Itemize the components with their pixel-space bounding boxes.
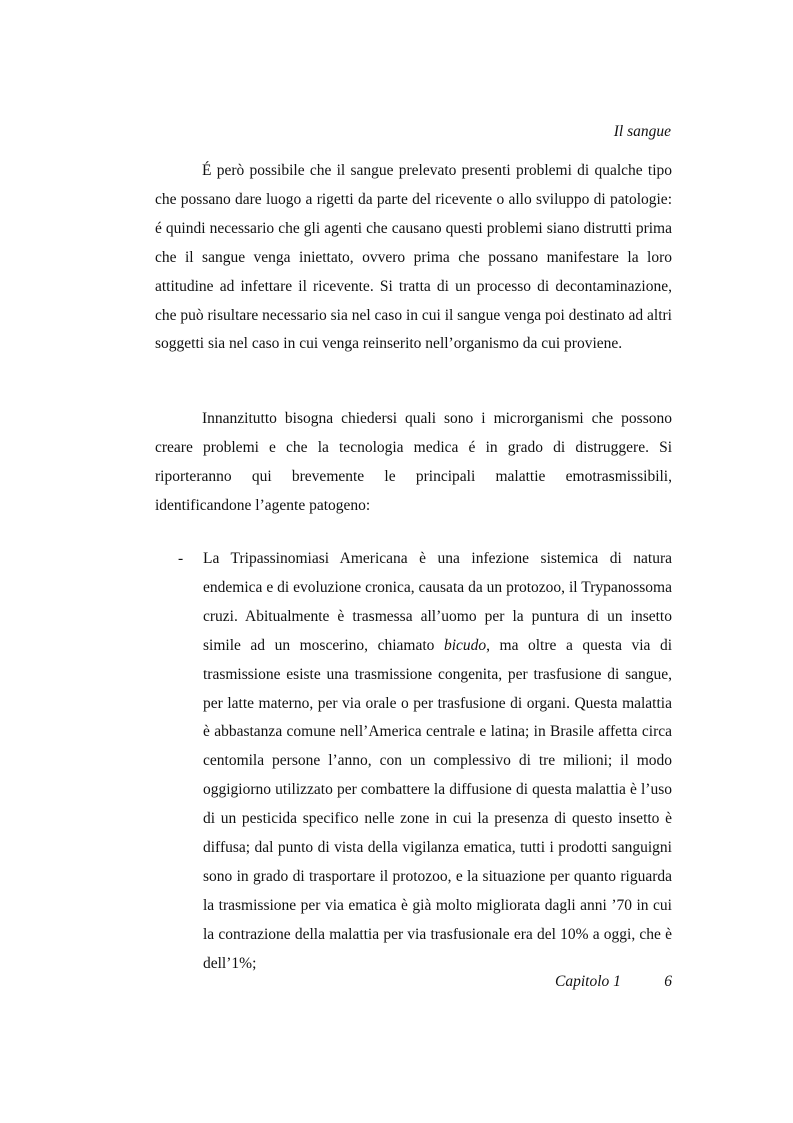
paragraph-decontamination: É però possibile che il sangue prelevato presenti problemi di qualche tipo che possano dare luogo a rigetti da parte del ricevente o allo sviluppo di patologie: é quindi necessario che gli agenti che causano questi problemi siano distrutti prima che il sangue venga iniettato, ovvero prima che possano manifestare la loro attitudine ad infettare il ricevente. Si tratta di un processo di decontaminazione, che può risultare necessario sia nel caso in cui il sangue venga poi destinato ad altri soggetti sia nel caso in cui venga reinserito nell’organismo da cui proviene. xyxy=(155,162,672,353)
list-item-emphasis: bicudo xyxy=(443,636,487,654)
footer-chapter: Capitolo 1 xyxy=(555,973,621,990)
list-bullet: - xyxy=(178,550,184,567)
list-item-text-end: , ma oltre a questa via di trasmissione esiste una trasmissione congenita, per trasfusione di sangue, per latte materno, per via orale o per trasfusione di organi. Questa malattia è abbastanza comune nell’America centrale e latina; in Brasile affetta circa centomila persone l’anno, con un complessivo di tre milioni; il modo oggigiorno utilizzato per combattere la diffusione di questa malattia è l’uso di un pesticida specifico nelle zone in cui la presenza di questo insetto è diffusa; dal punto di vista della vigilanza ematica, tutti i prodotti sanguigni sono in grado di trasportare il protozoo, e la situazione per quanto riguarda la trasmissione per via ematica è già molto migliorata dagli anni ’70 in cui la contrazione della malattia per via trasfusionale era del 10% a oggi, che è dell’1%; xyxy=(203,636,673,972)
list-item-tripanosomiasi xyxy=(203,545,672,979)
paragraph-microorganisms: Innanzitutto bisogna chiedersi quali sono i microrganismi che possono creare problemi e che la tecnologia medica é in grado di distruggere. Si riporteranno qui brevemente le principali malattie emotrasmissibili, identificandone l’agente patogeno: xyxy=(155,410,672,514)
list-item-text-start: La Tripassinomiasi Americana è una infezione sistemica di natura endemica e di evoluzione cronica, causata da un protozoo, il Trypanossoma cruzi. Abitualmente è trasmessa all’uomo per la puntura di un insetto simile ad un moscerino, chiamato xyxy=(203,550,672,654)
footer-page-number: 6 xyxy=(664,973,672,990)
running-header: Il sangue xyxy=(613,123,671,140)
